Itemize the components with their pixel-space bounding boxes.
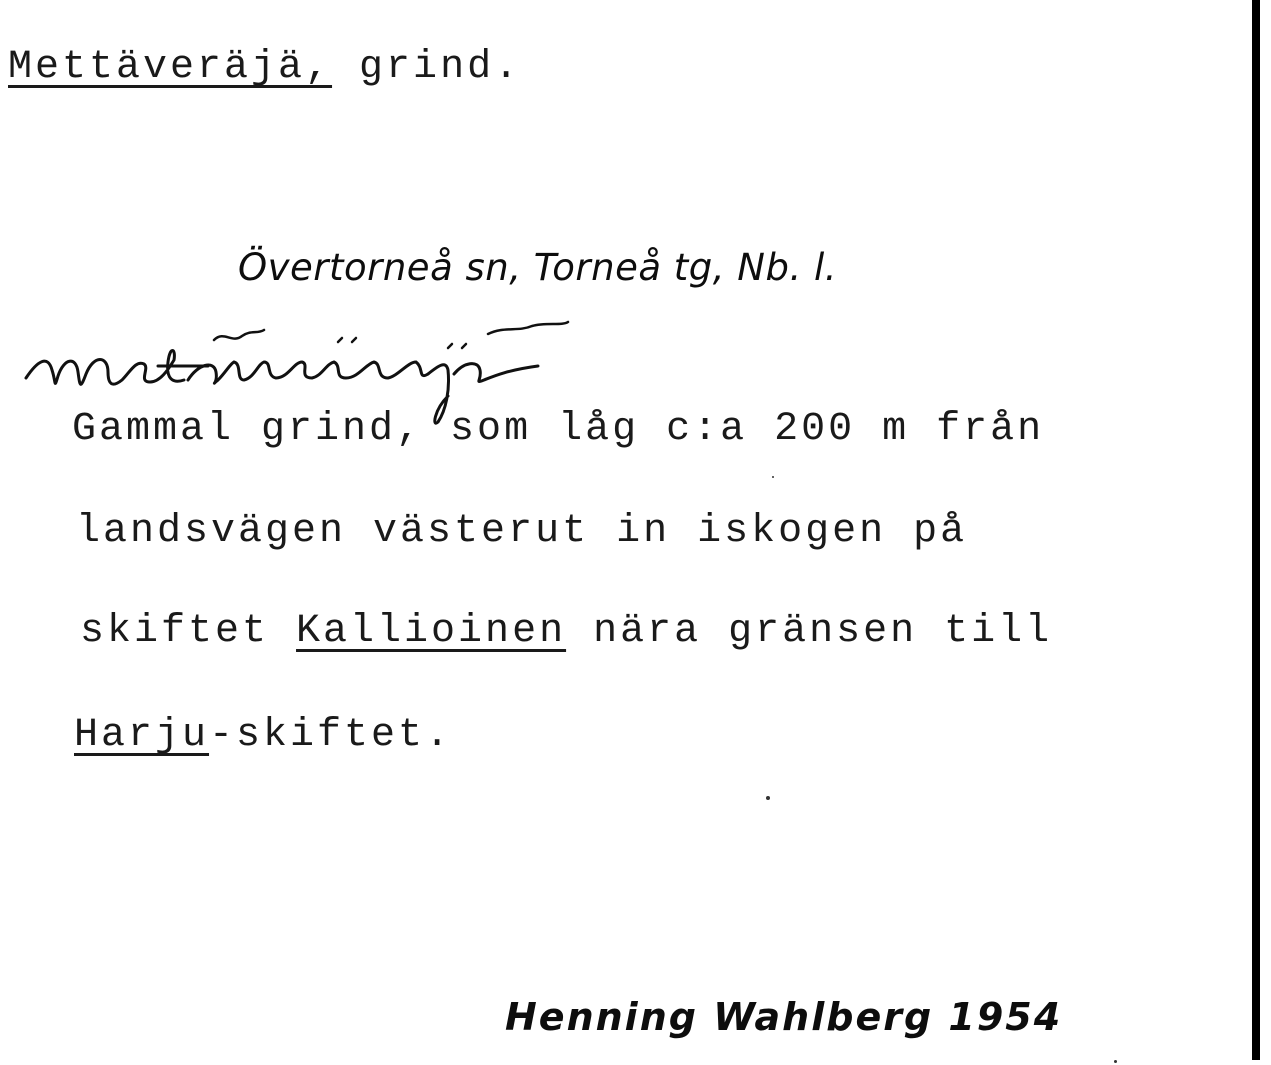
body-text-line — [72, 407, 1045, 452]
body-text-line — [74, 713, 453, 758]
heading-descriptor: grind. — [332, 45, 522, 90]
ink-speck — [772, 476, 774, 478]
body-text-segment: Gammal grind, som låg c:a 200 m från — [72, 407, 1045, 452]
ink-speck — [766, 796, 770, 800]
body-text-underlined: Harju — [74, 713, 210, 758]
body-text-segment: landsvägen västerut in iskogen på — [76, 509, 968, 554]
card-heading — [8, 45, 522, 90]
card-edge-border — [1252, 0, 1260, 1060]
body-text-underlined: Kallioinen — [296, 609, 567, 654]
body-text-line — [80, 609, 1053, 654]
body-text-segment: nära gränsen till — [566, 609, 1053, 654]
body-text-line — [76, 509, 968, 554]
location-stamp: Övertorneå sn, Torneå tg, Nb. l. — [238, 246, 838, 289]
body-text-segment: -skiftet. — [209, 713, 453, 758]
heading-place-name: Mettäveräjä, — [8, 45, 333, 90]
body-text-segment: skiftet — [80, 609, 297, 654]
signature-stamp: Henning Wahlberg 1954 — [505, 995, 1063, 1039]
ink-speck — [1114, 1060, 1117, 1063]
